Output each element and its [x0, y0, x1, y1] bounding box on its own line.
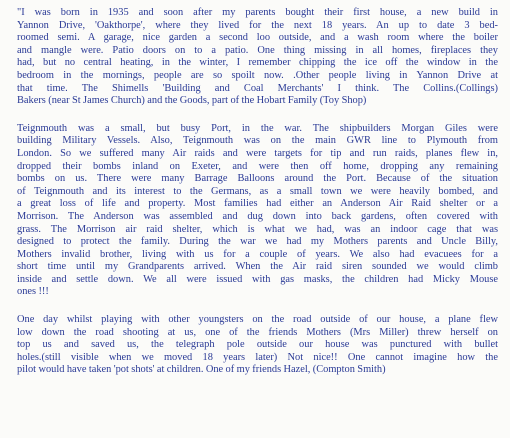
text-line: had, but no central heating, in the winter, I remember chipping the ice off the window in the [17, 57, 498, 69]
text-line: Morrison. The Anderson was assembled and dug down into back gardens, often covered with [17, 210, 498, 222]
text-line: pilot would have taken 'pot shots' at children. One of my friends Hazel, (Compton Smith) [17, 364, 386, 376]
text-line: building Military Vessels. Also, Teignmouth was on the main GWR line to Plymouth from [17, 135, 498, 147]
text-line: that time. The Shimells 'Building and Coal Merchants' I think. The Collins.(Collings) [17, 82, 498, 94]
text-line: grass. The Morrison air raid shelter, which is what we had, was an indoor cage that was [17, 223, 498, 235]
text-line: Bakers (near St James Church) and the Goods, part of the Hobart Family (Toy Shop) [17, 95, 367, 107]
text-line: low down the road shooting at us, one of the friends Mothers (Mrs Miller) threw herself on [17, 326, 498, 338]
text-line: "I was born in 1935 and soon after my parents bought their first house, a new build in [17, 7, 498, 18]
text-line: Yannon Drive, 'Oakthorpe', where they lived for the next 18 years. An up to date 3 bed- [17, 19, 498, 31]
paragraph-3 [17, 314, 498, 377]
text-line: short time until my Grandparents arrived. When the Air raid siren sounded we would climb [17, 261, 498, 273]
text-line: top us and saved us, the telegraph pole outside our house was punctured with bullet [17, 339, 498, 351]
text-line: bombs on us. There were many Barrage Balloons around the Port. Because of the situation [17, 173, 498, 185]
text-line: roomed semi. A garage, nice garden a second loo outside, and a wash room where the boiler [17, 32, 498, 44]
text-line: bedroom in the mornings, people are so spoilt now. .Other people living in Yannon Drive at [17, 69, 498, 81]
text-line: Mothers invalid brother, living with us for a couple of years. We also had evacuees for a [17, 248, 498, 260]
text-line: One day whilst playing with other youngsters on the road outside of our house, a plane flew [17, 314, 498, 326]
text-line: inside and settle down. We all were issued with gas masks, the children had Micky Mouse [17, 273, 498, 285]
text-line: a great loss of life and property. Most families had either an Anderson Air Raid shelter or a [17, 198, 498, 210]
text-line: Teignmouth was a small, but busy Port, in the war. The shipbuilders Morgan Giles were [17, 122, 498, 134]
text-line: London. So we suffered many Air raids and were targets for tip and run raids, planes flew in, [17, 147, 498, 159]
paragraph-1 [17, 7, 498, 108]
document-body [17, 7, 498, 377]
text-line: of Teignmouth and its interest to the Germans, as a small town we were heavily bombed, and [17, 185, 498, 197]
text-line: ones !!! [17, 286, 49, 298]
text-line: dropped their bombs inland on Exeter, and were then off home, dropping any remaining [17, 160, 498, 172]
text-line: designed to protect the family. During the war we had my Mothers parents and Uncle Billy, [17, 236, 498, 248]
text-line: holes.(still visible when we moved 18 years later) Not nice!! One cannot imagine how the [17, 351, 498, 363]
paragraph-2 [17, 123, 498, 299]
text-line: and mangle were. Patio doors on to a patio. One thing missing in all homes, fireplaces they [17, 44, 498, 56]
